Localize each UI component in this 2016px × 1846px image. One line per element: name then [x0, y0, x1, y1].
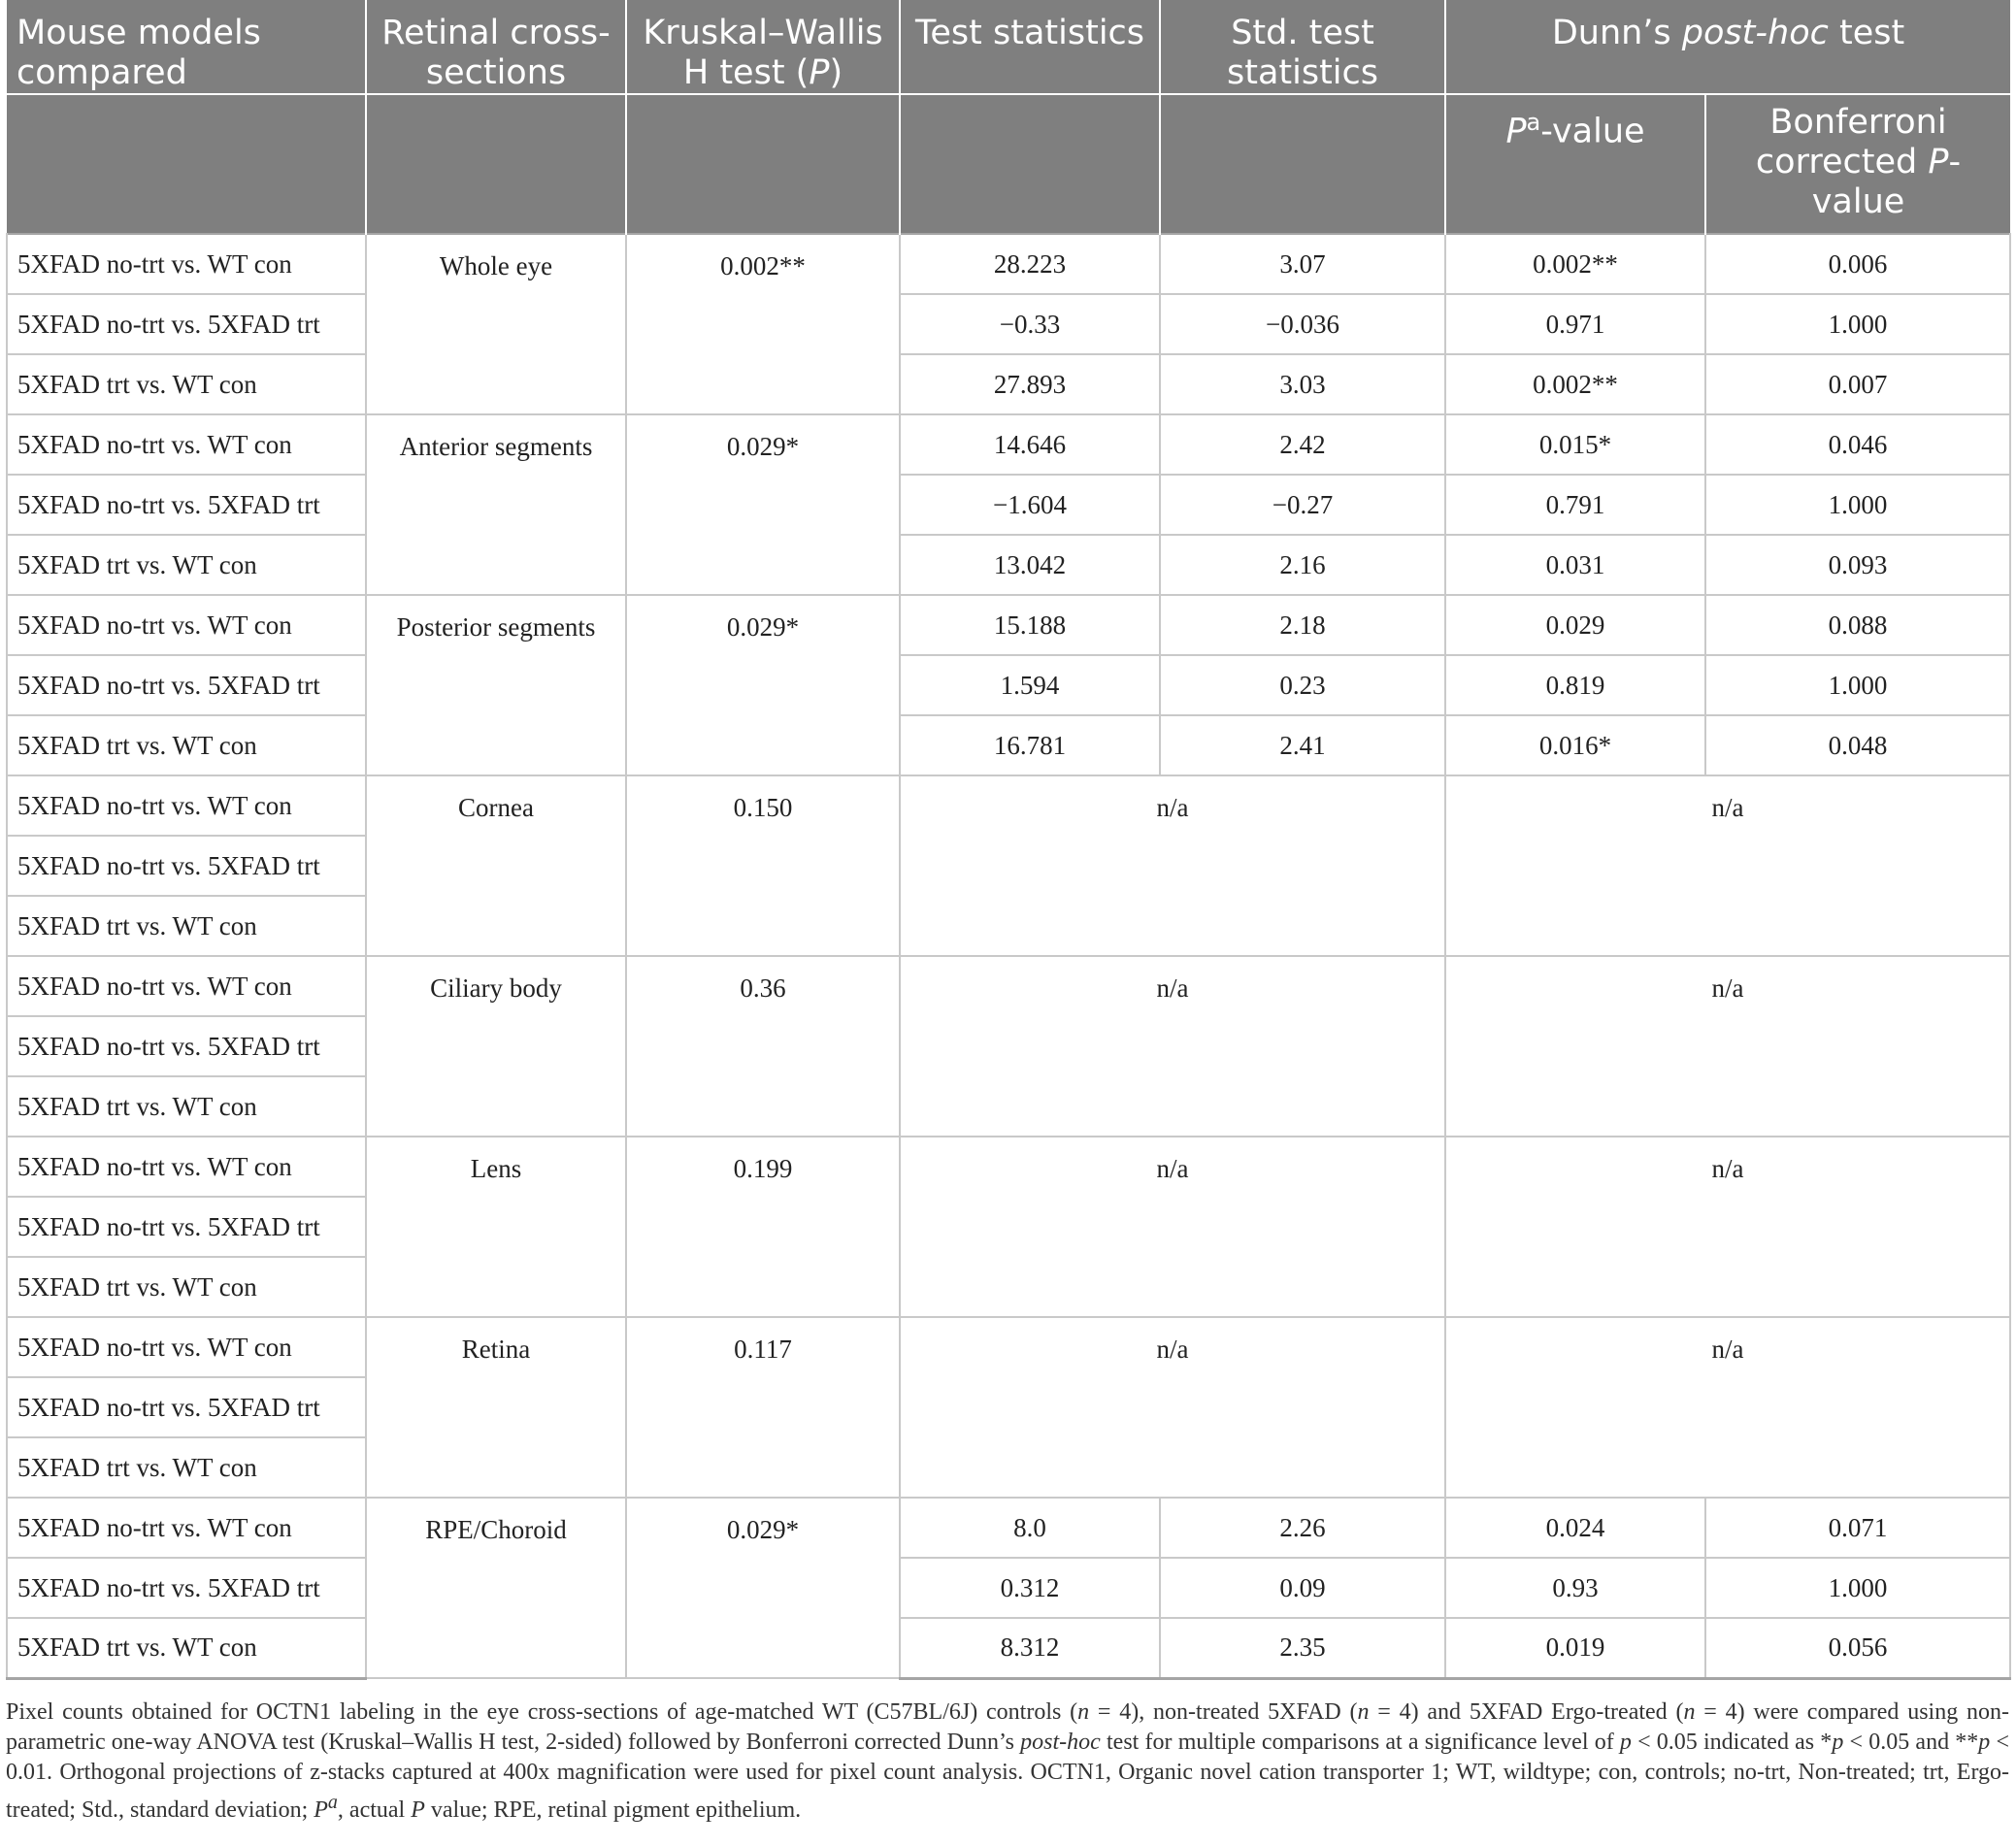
comparison-cell: 5XFAD no-trt vs. 5XFAD trt — [7, 1558, 366, 1618]
table-row — [7, 956, 2010, 1016]
bonferroni-cell: 0.093 — [1705, 535, 2010, 595]
table-row — [7, 1137, 2010, 1197]
header-row — [7, 0, 2010, 94]
table-row — [7, 354, 2010, 414]
test-statistic-cell: 0.312 — [900, 1558, 1160, 1618]
comparison-cell: 5XFAD no-trt vs. WT con — [7, 956, 366, 1016]
caption-text: = 4) and 5XFAD Ergo-treated ( — [1369, 1698, 1684, 1725]
p-value-cell: 0.019 — [1445, 1618, 1705, 1678]
p-value-cell: 0.002** — [1445, 234, 1705, 294]
comparison-cell: 5XFAD trt vs. WT con — [7, 535, 366, 595]
comparison-cell: 5XFAD trt vs. WT con — [7, 715, 366, 775]
section-cell: Posterior segments — [366, 595, 626, 775]
subheader-p-rest: -value — [1540, 112, 1645, 151]
comparison-cell: 5XFAD no-trt vs. 5XFAD trt — [7, 836, 366, 896]
section-cell: Cornea — [366, 775, 626, 956]
bonferroni-cell: 1.000 — [1705, 655, 2010, 715]
subheader-empty — [900, 94, 1160, 234]
comparison-cell: 5XFAD trt vs. WT con — [7, 896, 366, 956]
table-row — [7, 414, 2010, 475]
subheader-p: P — [1505, 112, 1527, 151]
caption-italic: n — [1683, 1698, 1696, 1725]
header-kw-text: Kruskal–Wallis H test ( — [643, 14, 883, 92]
test-statistic-cell: −0.33 — [900, 294, 1160, 354]
test-statistic-cell: −1.604 — [900, 475, 1160, 535]
header-dunn-test-word: test — [1828, 14, 1905, 52]
table-row — [7, 595, 2010, 655]
subheader-bonferroni — [1705, 94, 2010, 234]
caption-italic: post-hoc — [1020, 1729, 1101, 1755]
caption-text: = 4) were compared using non-parametric one-way ANOVA test (Kruskal–Wallis H test, 2-sided) followed by Bonferroni corrected Dunn’s — [6, 1698, 2010, 1755]
na-dunn-cell: n/a — [1445, 1317, 2010, 1498]
kruskal-wallis-cell: 0.150 — [626, 775, 900, 956]
kruskal-wallis-cell: 0.029* — [626, 1498, 900, 1678]
test-statistic-cell: 8.0 — [900, 1498, 1160, 1558]
na-dunn-cell: n/a — [1445, 775, 2010, 956]
bonferroni-cell: 0.088 — [1705, 595, 2010, 655]
kruskal-wallis-cell: 0.002** — [626, 234, 900, 414]
subheader-p-sup: a — [1526, 109, 1541, 136]
test-statistic-cell: 28.223 — [900, 234, 1160, 294]
caption-text: , actual — [337, 1797, 412, 1823]
kruskal-wallis-cell: 0.029* — [626, 414, 900, 595]
header-mouse-models: Mouse models compared — [7, 0, 366, 94]
caption-italic: p — [1978, 1729, 1991, 1755]
header-dunn-test — [1445, 0, 2010, 94]
header-dunn-text: Dunn’s — [1551, 14, 1682, 52]
table-row — [7, 1558, 2010, 1618]
table-row — [7, 294, 2010, 354]
table-row — [7, 234, 2010, 294]
p-value-cell: 0.016* — [1445, 715, 1705, 775]
comparison-cell: 5XFAD no-trt vs. WT con — [7, 414, 366, 475]
caption-text: < 0.05 indicated as * — [1631, 1729, 1833, 1755]
p-value-cell: 0.031 — [1445, 535, 1705, 595]
test-statistic-cell: 14.646 — [900, 414, 1160, 475]
caption-text: test for multiple comparisons at a significance level of — [1100, 1729, 1620, 1755]
section-cell: Retina — [366, 1317, 626, 1498]
kruskal-wallis-cell: 0.36 — [626, 956, 900, 1137]
caption-text: < 0.01. Orthogonal projections of z-stacks captured at 400x magnification were used for pixel count analysis. OCTN1, Organic novel cation transporter 1; WT, wildtype; con, controls; no-trt, Non-treated; trt, Ergo-treated; Std., standard deviation; — [6, 1729, 2009, 1823]
std-test-statistic-cell: 2.35 — [1160, 1618, 1445, 1678]
std-test-statistic-cell: −0.036 — [1160, 294, 1445, 354]
subheader-row — [7, 94, 2010, 234]
comparison-cell: 5XFAD no-trt vs. 5XFAD trt — [7, 1197, 366, 1257]
p-value-cell: 0.002** — [1445, 354, 1705, 414]
p-value-cell: 0.015* — [1445, 414, 1705, 475]
header-std-test-statistics: Std. test statistics — [1160, 0, 1445, 94]
comparison-cell: 5XFAD no-trt vs. WT con — [7, 1137, 366, 1197]
table-row — [7, 715, 2010, 775]
bonferroni-cell: 0.056 — [1705, 1618, 2010, 1678]
std-test-statistic-cell: 3.07 — [1160, 234, 1445, 294]
caption-italic: n — [1357, 1698, 1370, 1725]
kruskal-wallis-cell: 0.199 — [626, 1137, 900, 1317]
subheader-empty — [366, 94, 626, 234]
na-statistics-cell: n/a — [900, 1317, 1445, 1498]
subheader-bonf-rest: -value — [1811, 143, 1962, 221]
header-retinal-cross-sections: Retinal cross-sections — [366, 0, 626, 94]
results-table — [6, 0, 2011, 1680]
caption-text: Pixel counts obtained for OCTN1 labeling in the eye cross-sections of age-matched WT (C57BL/6J) controls ( — [6, 1698, 1078, 1725]
std-test-statistic-cell: 2.16 — [1160, 535, 1445, 595]
comparison-cell: 5XFAD no-trt vs. 5XFAD trt — [7, 655, 366, 715]
subheader-empty — [7, 94, 366, 234]
bonferroni-cell: 1.000 — [1705, 294, 2010, 354]
caption-italic: P — [411, 1797, 425, 1823]
caption-italic: n — [1077, 1698, 1090, 1725]
caption-italic: p — [1832, 1729, 1844, 1755]
table-row — [7, 535, 2010, 595]
subheader-bonf-text: Bonferroni corrected — [1755, 103, 1947, 181]
comparison-cell: 5XFAD no-trt vs. 5XFAD trt — [7, 1377, 366, 1437]
caption-text: value; RPE, retinal pigment epithelium. — [424, 1797, 802, 1823]
std-test-statistic-cell: 2.42 — [1160, 414, 1445, 475]
p-value-cell: 0.029 — [1445, 595, 1705, 655]
bonferroni-cell: 0.006 — [1705, 234, 2010, 294]
na-dunn-cell: n/a — [1445, 956, 2010, 1137]
section-cell: Ciliary body — [366, 956, 626, 1137]
comparison-cell: 5XFAD no-trt vs. WT con — [7, 234, 366, 294]
caption-sup: a — [327, 1791, 338, 1813]
bonferroni-cell: 0.048 — [1705, 715, 2010, 775]
comparison-cell: 5XFAD no-trt vs. WT con — [7, 595, 366, 655]
p-value-cell: 0.791 — [1445, 475, 1705, 535]
table-row — [7, 655, 2010, 715]
p-value-cell: 0.819 — [1445, 655, 1705, 715]
caption-italic: P — [314, 1797, 328, 1823]
std-test-statistic-cell: 3.03 — [1160, 354, 1445, 414]
table-caption — [6, 1698, 2009, 1826]
header-dunn-posthoc: post-hoc — [1681, 14, 1829, 52]
subheader-p-value — [1445, 94, 1705, 234]
na-statistics-cell: n/a — [900, 775, 1445, 956]
caption-text: = 4), non-treated 5XFAD ( — [1089, 1698, 1358, 1725]
kruskal-wallis-cell: 0.117 — [626, 1317, 900, 1498]
comparison-cell: 5XFAD no-trt vs. 5XFAD trt — [7, 1016, 366, 1076]
comparison-cell: 5XFAD no-trt vs. WT con — [7, 775, 366, 836]
bonferroni-cell: 0.007 — [1705, 354, 2010, 414]
comparison-cell: 5XFAD no-trt vs. 5XFAD trt — [7, 294, 366, 354]
bonferroni-cell: 0.071 — [1705, 1498, 2010, 1558]
caption-italic: p — [1619, 1729, 1632, 1755]
p-value-cell: 0.971 — [1445, 294, 1705, 354]
bonferroni-cell: 1.000 — [1705, 1558, 2010, 1618]
std-test-statistic-cell: 2.18 — [1160, 595, 1445, 655]
na-statistics-cell: n/a — [900, 1137, 1445, 1317]
subheader-empty — [626, 94, 900, 234]
header-kw-close: ) — [829, 53, 843, 92]
table-container — [6, 0, 2009, 1826]
std-test-statistic-cell: 0.23 — [1160, 655, 1445, 715]
table-row — [7, 475, 2010, 535]
header-kw-p: P — [809, 53, 830, 92]
comparison-cell: 5XFAD trt vs. WT con — [7, 1257, 366, 1317]
na-statistics-cell: n/a — [900, 956, 1445, 1137]
p-value-cell: 0.024 — [1445, 1498, 1705, 1558]
comparison-cell: 5XFAD no-trt vs. WT con — [7, 1498, 366, 1558]
na-dunn-cell: n/a — [1445, 1137, 2010, 1317]
table-row — [7, 1498, 2010, 1558]
header-kruskal-wallis — [626, 0, 900, 94]
test-statistic-cell: 13.042 — [900, 535, 1160, 595]
section-cell: RPE/Choroid — [366, 1498, 626, 1678]
comparison-cell: 5XFAD trt vs. WT con — [7, 1076, 366, 1137]
std-test-statistic-cell: −0.27 — [1160, 475, 1445, 535]
comparison-cell: 5XFAD trt vs. WT con — [7, 354, 366, 414]
kruskal-wallis-cell: 0.029* — [626, 595, 900, 775]
p-value-cell: 0.93 — [1445, 1558, 1705, 1618]
table-row — [7, 775, 2010, 836]
table-row — [7, 1317, 2010, 1377]
test-statistic-cell: 1.594 — [900, 655, 1160, 715]
comparison-cell: 5XFAD trt vs. WT con — [7, 1437, 366, 1498]
section-cell: Lens — [366, 1137, 626, 1317]
test-statistic-cell: 15.188 — [900, 595, 1160, 655]
std-test-statistic-cell: 2.26 — [1160, 1498, 1445, 1558]
bonferroni-cell: 0.046 — [1705, 414, 2010, 475]
subheader-empty — [1160, 94, 1445, 234]
test-statistic-cell: 27.893 — [900, 354, 1160, 414]
std-test-statistic-cell: 2.41 — [1160, 715, 1445, 775]
comparison-cell: 5XFAD no-trt vs. WT con — [7, 1317, 366, 1377]
table-body — [7, 234, 2010, 1678]
comparison-cell: 5XFAD trt vs. WT con — [7, 1618, 366, 1678]
comparison-cell: 5XFAD no-trt vs. 5XFAD trt — [7, 475, 366, 535]
section-cell: Whole eye — [366, 234, 626, 414]
table-row — [7, 1618, 2010, 1678]
std-test-statistic-cell: 0.09 — [1160, 1558, 1445, 1618]
test-statistic-cell: 8.312 — [900, 1618, 1160, 1678]
bonferroni-cell: 1.000 — [1705, 475, 2010, 535]
test-statistic-cell: 16.781 — [900, 715, 1160, 775]
caption-text: < 0.05 and ** — [1843, 1729, 1979, 1755]
subheader-bonf-p: P — [1928, 143, 1949, 181]
header-test-statistics: Test statistics — [900, 0, 1160, 94]
section-cell: Anterior segments — [366, 414, 626, 595]
